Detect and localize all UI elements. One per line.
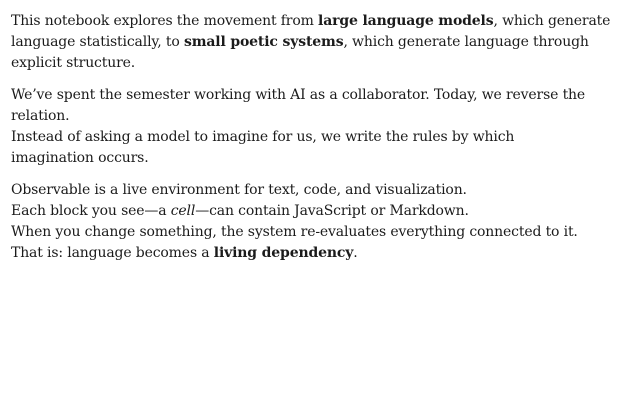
text-line: imagination occurs.	[11, 150, 149, 166]
observable-paragraph	[11, 180, 611, 264]
bold-term-living-dependency: living dependency	[213, 245, 354, 261]
intro-paragraph	[11, 11, 611, 74]
text-line: This notebook explores the movement from large language models, which generate	[11, 13, 611, 29]
italic-term-cell: cell	[170, 203, 196, 219]
text-line: Instead of asking a model to imagine for us, we write the rules by which	[11, 129, 515, 145]
notebook-content	[11, 11, 611, 275]
text-line: explicit structure.	[11, 55, 136, 71]
text-line: When you change something, the system re-evaluates everything connected to it.	[11, 224, 578, 240]
text-line: relation.	[11, 108, 70, 124]
text-line: Each block you see—a cell—can contain JavaScript or Markdown.	[11, 203, 469, 219]
text-line: That is: language becomes a living dependency.	[11, 245, 358, 261]
collaboration-paragraph	[11, 85, 611, 169]
bold-term-small-poetic-systems: small poetic systems	[183, 34, 344, 50]
text-line: Observable is a live environment for text, code, and visualization.	[11, 182, 467, 198]
text-line: We’ve spent the semester working with AI as a collaborator. Today, we reverse the	[11, 87, 586, 103]
bold-term-large-language-models: large language models	[318, 13, 494, 29]
text-line: language statistically, to small poetic systems, which generate language through	[11, 34, 589, 50]
